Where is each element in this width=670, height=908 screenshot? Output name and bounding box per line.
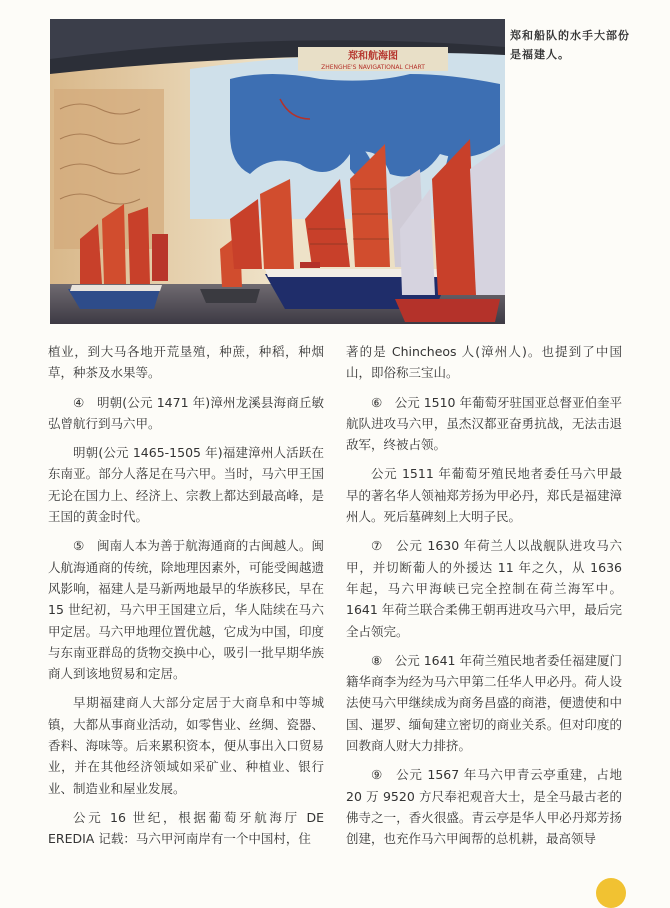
paragraph: ⑤ 闽南人本为善于航海通商的古闽越人。闽人航海通商的传统，除地理因素外，可能受闽越遗风影响，福建人是马新两地最早的华族移民，早在 15 世纪初，马六甲王国建立后，华人陆续在马六甲定居。马六甲地理位置优越，它成为中国，印度与东南亚群岛的货物交换中心，吸引一批早期华族商人到该地贸易和定居。 (48, 538, 324, 682)
paragraph: 著的是 Chincheos 人(漳州人)。也提到了中国山，即俗称三宝山。 (346, 344, 622, 381)
map-title: 郑和航海图 (348, 51, 398, 62)
paragraph: ⑦ 公元 1630 年荷兰人以战舰队进攻马六甲，并切断葡人的外援达 11 年之久，从 1636 年起，马六甲海峡已完全控制在荷兰海军中。1641 年荷兰联合柔佛王朝再进攻马六甲，最后完全占领完。 (346, 538, 622, 639)
right-column (346, 341, 622, 858)
map-subtitle: ZHENGHE'S NAVIGATIONAL CHART (321, 64, 425, 71)
paragraph: ⑨ 公元 1567 年马六甲青云亭重建，占地 20 万 9520 方尺奉祀观音大士，是全马最古老的佛寺之一，香火很盛。青云亭是华人甲必丹郑芳扬创建，也充作马六甲闽帮的总机耕，最高领导 (346, 767, 622, 847)
paragraph: 植业，到大马各地开荒垦殖，种蔗，种稻，种烟草，种茶及水果等。 (48, 344, 324, 381)
paragraph: 公元 1511 年葡萄牙殖民地者委任马六甲最早的著名华人领袖郑芳扬为甲必丹，郑氏是福建漳州人。死后墓碑刻上大明子民。 (346, 466, 622, 525)
paragraph: 早期福建商人大部分定居于大商阜和中等城镇，大都从事商业活动，如零售业、丝绸、瓷器、香料、海味等。后来累积资本，便从事出入口贸易业，并在其他经济领域如采矿业、种植业、银行业、制造业和屋业发展。 (48, 695, 324, 796)
photo-caption: 郑和船队的水手大部份是福建人。 (510, 29, 630, 61)
paragraph: ⑥ 公元 1510 年葡萄牙驻国亚总督亚伯奎平航队进攻马六甲，虽杰汉都亚奋勇抗战，无法击退敌军，终被占领。 (346, 394, 622, 453)
junk-ship-models-illustration (50, 19, 505, 324)
paragraph: ⑧ 公元 1641 年荷兰殖民地者委任福建厦门籍华商李为经为马六甲第二任华人甲必丹。荷人设法使马六甲继续成为商务昌盛的商港，便遗使和中国、暹罗、缅甸建立密切的商业关系。但对印度的回教商人财大力排挤。 (346, 652, 622, 754)
museum-photo (50, 19, 505, 324)
paragraph: 公元 16 世纪，根据葡萄牙航海厅 DE EREDIA 记载：马六甲河南岸有一个中国村，住 (48, 809, 324, 847)
page-marker (596, 878, 626, 908)
paragraph: 明朝(公元 1465-1505 年)福建漳州人活跃在东南亚。部分人落足在马六甲。当时，马六甲王国无论在国力上、经济上、宗教上都达到最高峰，是王国的黄金时代。 (48, 445, 324, 525)
paragraph: ④ 明朝(公元 1471 年)漳州龙溪县海商丘敏弘曾航行到马六甲。 (48, 394, 324, 431)
left-column (48, 341, 324, 858)
